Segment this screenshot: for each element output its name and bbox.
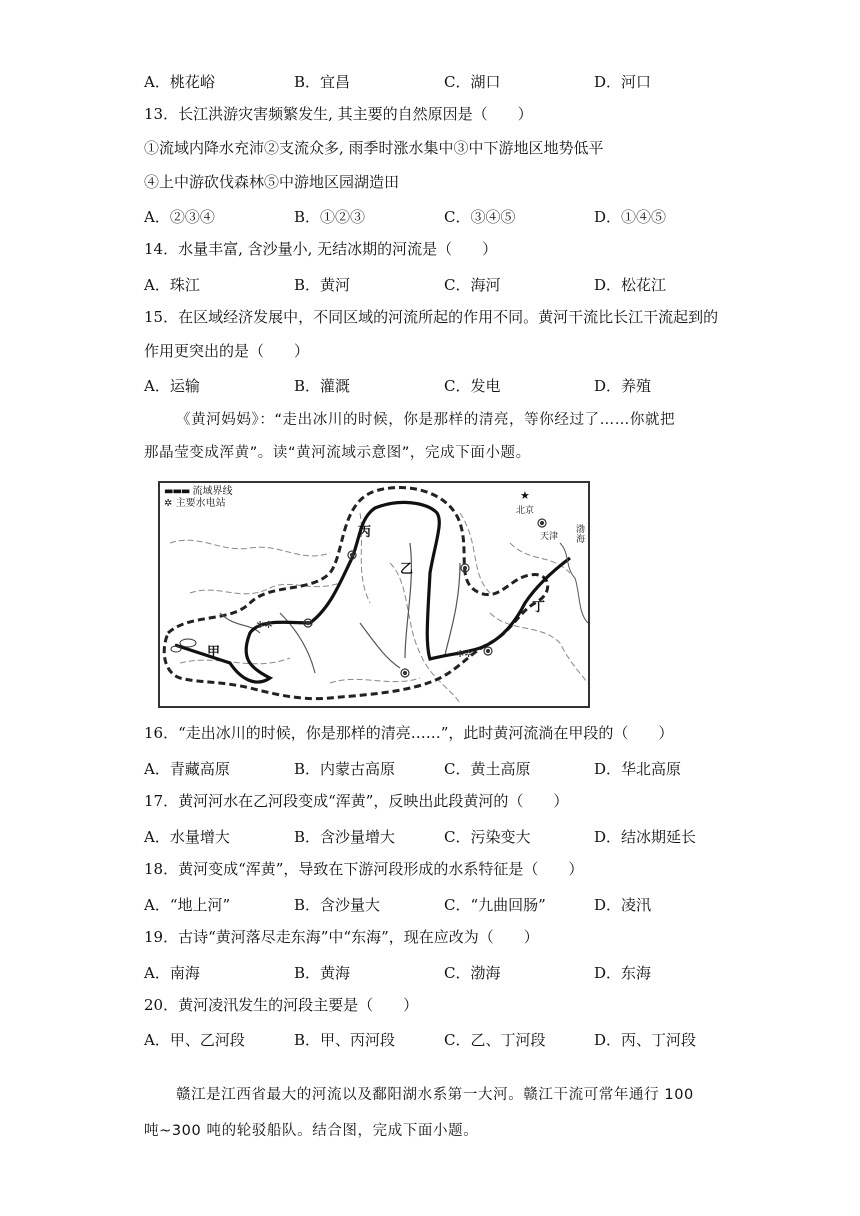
q19-option-a: A．南海	[144, 964, 200, 982]
map-label-bohai: 渤海	[576, 525, 586, 545]
q13-option-c: C．③④⑤	[444, 208, 516, 226]
map-label-bing: 丙	[358, 525, 372, 540]
q20-option-a: A．甲、乙河段	[144, 1031, 245, 1049]
q16-stem: 16．“走出冰川的时候，你是那样的清亮……”，此时黄河流淌在甲段的（ ）	[144, 724, 674, 742]
q18-options	[0, 892, 860, 918]
q20-option-c: C．乙、丁河段	[444, 1031, 546, 1049]
intro1-line1: 《黄河妈妈》：“走出冰川的时候，你是那样的清亮，等你经过了……你就把	[176, 412, 676, 428]
yellow-river-basin-map	[158, 481, 590, 708]
q18-option-d: D．凌汛	[594, 896, 652, 914]
q13-option-d: D．①④⑤	[594, 208, 667, 226]
q16-option-b: B．内蒙古高原	[294, 760, 396, 778]
q20-options	[0, 1027, 860, 1053]
q19-options	[0, 960, 860, 986]
intro1-line2: 那晶莹变成浑黄”。读“黄河流域示意图”，完成下面小题。	[144, 445, 531, 461]
q18-stem: 18．黄河变成“浑黄”，导致在下游河段形成的水系特征是（ ）	[144, 860, 584, 878]
q13-option-b: B．①②③	[294, 208, 366, 226]
q12-option-b: B．宜昌	[294, 73, 351, 91]
q15-option-c: C．发电	[444, 377, 501, 395]
q13-stem: 13．长江洪游灾害频繁发生, 其主要的自然原因是（ ）	[144, 105, 533, 123]
q13-statement-line1: ①流域内降水充沛②支流众多, 雨季时涨水集中③中下游地区地势低平	[144, 139, 604, 157]
q19-option-b: B．黄海	[294, 964, 351, 982]
q19-stem: 19．古诗“黄河落尽走东海”中“东海”，现在应改为（ ）	[144, 928, 539, 946]
q20-option-b: B．甲、丙河段	[294, 1031, 396, 1049]
q13-options	[0, 204, 860, 230]
q15-option-a: A．运输	[144, 377, 200, 395]
q16-option-d: D．华北高原	[594, 760, 682, 778]
q17-option-a: A．水量增大	[144, 828, 230, 846]
map-label-yi: 乙	[400, 562, 414, 577]
map-drawing	[160, 483, 588, 706]
q15-option-d: D．养殖	[594, 377, 652, 395]
map-label-jia: 甲	[207, 645, 221, 660]
q14-option-d: D．松花江	[594, 276, 667, 294]
q16-option-c: C．黄土高原	[444, 760, 531, 778]
q17-option-d: D．结冰期延长	[594, 828, 697, 846]
q15-option-b: B．灌溉	[294, 377, 351, 395]
svg-text:✲✲: ✲✲	[256, 620, 273, 631]
q12-option-d: D．河口	[594, 73, 652, 91]
intro2-line1: 赣江是江西省最大的河流以及鄱阳湖水系第一大河。赣江干流可常年通行 100	[176, 1087, 694, 1103]
q14-stem: 14．水量丰富, 含沙量小, 无结冰期的河流是（ ）	[144, 240, 498, 258]
q16-option-a: A．青藏高原	[144, 760, 230, 778]
svg-text:★: ★	[520, 489, 530, 502]
q15-options	[0, 373, 860, 399]
q14-option-a: A．珠江	[144, 276, 200, 294]
q15-stem-line2: 作用更突出的是（ ）	[144, 342, 310, 360]
q12-option-a: A．桃花峪	[144, 73, 215, 91]
q20-stem: 20．黄河凌汛发生的河段主要是（ ）	[144, 996, 419, 1014]
q12-option-c: C．湖口	[444, 73, 501, 91]
q19-option-c: C．渤海	[444, 964, 501, 982]
q15-stem-line1: 15．在区域经济发展中，不同区域的河流所起的作用不同。黄河干流比长江干流起到的	[144, 308, 719, 326]
legend-boundary-label: 流域界线	[192, 486, 233, 497]
q18-option-c: C．“九曲回肠”	[444, 896, 546, 914]
q18-option-b: B．含沙量大	[294, 896, 381, 914]
q17-option-c: C．污染变大	[444, 828, 531, 846]
q20-option-d: D．丙、丁河段	[594, 1031, 697, 1049]
q12-options	[0, 69, 860, 95]
q18-option-a: A．“地上河”	[144, 896, 231, 914]
map-label-beijing: 北京	[516, 506, 535, 516]
q14-option-b: B．黄河	[294, 276, 351, 294]
q13-option-a: A．②③④	[144, 208, 215, 226]
svg-text:✲✲: ✲✲	[456, 649, 473, 660]
map-label-tianjin: 天津	[540, 532, 559, 542]
legend-station-label: 主要水电站	[175, 498, 226, 509]
q19-option-d: D．东海	[594, 964, 652, 982]
q13-statement-line2: ④上中游砍伐森林⑤中游地区园湖造田	[144, 173, 400, 191]
map-label-ding: 丁	[532, 600, 546, 615]
intro2-line2: 吨~300 吨的轮驳船队。结合图，完成下面小题。	[144, 1123, 479, 1139]
q16-options	[0, 756, 860, 782]
map-legend: ▬▬▬ 流域界线 ✲ 主要水电站	[164, 486, 233, 509]
q17-options	[0, 824, 860, 850]
q17-stem: 17．黄河河水在乙河段变成“浑黄”，反映出此段黄河的（ ）	[144, 792, 569, 810]
q17-option-b: B．含沙量增大	[294, 828, 396, 846]
q14-options	[0, 272, 860, 298]
q14-option-c: C．海河	[444, 276, 501, 294]
